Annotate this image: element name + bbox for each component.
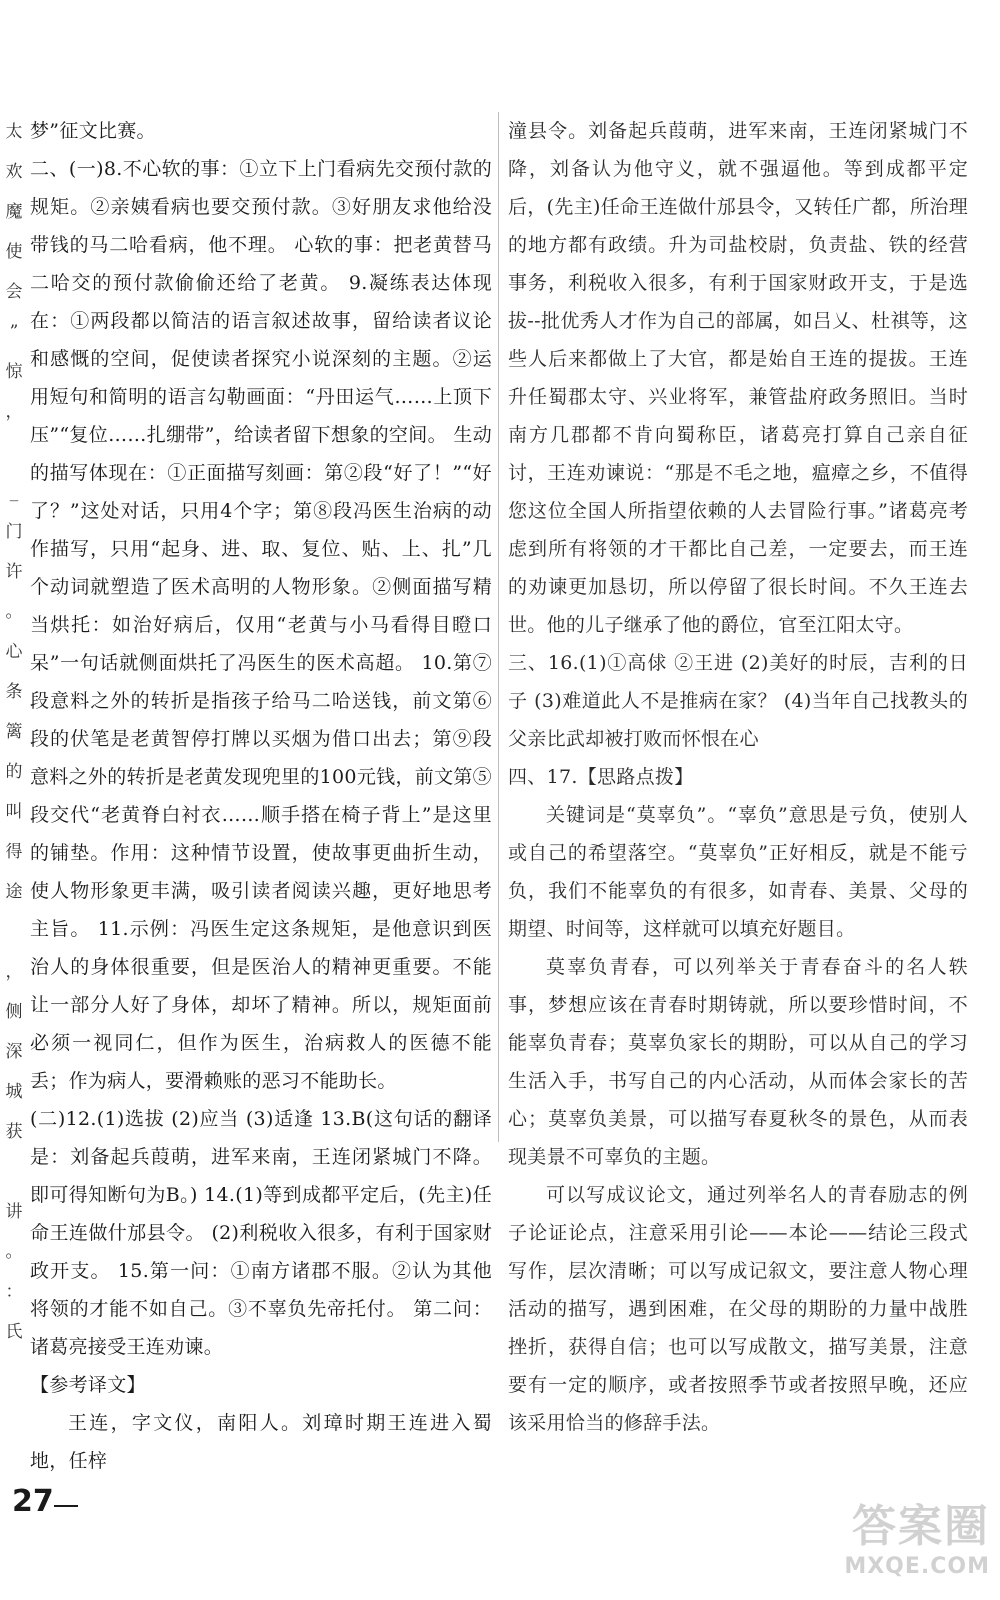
edge-fragment: 深 xyxy=(5,1042,23,1062)
edge-fragment xyxy=(4,432,24,472)
edge-fragment: ， xyxy=(5,962,23,982)
edge-fragment: 获 xyxy=(5,1122,23,1142)
right-para-5: 莫辜负青春，可以列举关于青春奋斗的名人轶事，梦想应该在青春时期铸就，所以要珍惜时间，不能辜负青春；莫辜负家长的期盼，可以从自己的学习生活入手，书写自己的内心活动，从而体会家长的苦心；莫辜负美景，可以描写春夏秋冬的景色，从而表现美景不可辜负的主题。 xyxy=(508,956,968,1168)
edge-fragment: 使 xyxy=(5,242,23,262)
edge-fragment: 的 xyxy=(5,762,23,782)
edge-fragment: 门 xyxy=(5,522,23,542)
column-divider xyxy=(498,112,499,1142)
edge-fragment: 侧 xyxy=(5,1002,23,1022)
edge-fragment: ” xyxy=(9,322,19,342)
site-watermark-logo xyxy=(812,1490,990,1582)
left-para-3: (二)12.(1)选拔 (2)应当 (3)适逢 13.B(这句话的翻译是：刘备起兵葭萌，进军来南，王连闭紧城门不降。即可得知断句为B。) 14.(1)等到成都平定后，(先主)任命王连做什邡县令。 (2)利税收入很多，有利于国家财政开支。 15.第一问：①南方诸郡不服。②认为其他将领的才能不如自己。③不辜负先帝托付。 第二问：诸葛亮接受王连劝谏。 xyxy=(30,1108,492,1358)
edge-fragment: 途 xyxy=(5,882,23,902)
edge-fragment: 篱 xyxy=(5,722,23,742)
edge-fragment: 欢 xyxy=(5,162,23,182)
right-para-2: 三、16.(1)①高俅 ②王进 (2)美好的时辰，吉利的日子 (3)难道此人不是推病在家？ (4)当年自己找教头的父亲比武却被打败而怀恨在心 xyxy=(508,652,968,750)
edge-fragment: 心 xyxy=(5,642,23,662)
watermark-url: MXQE.COM xyxy=(844,1554,990,1579)
edge-fragment: ： xyxy=(5,1282,23,1302)
right-column xyxy=(508,112,968,1442)
edge-fragment: 太 xyxy=(5,122,23,142)
edge-fragment: _ xyxy=(9,482,19,502)
edge-fragment: 得 xyxy=(5,842,23,862)
edge-fragment: 会 xyxy=(5,282,23,302)
edge-fragment: 讲 xyxy=(5,1202,23,1222)
left-para-1: 梦”征文比赛。 xyxy=(30,120,156,142)
page-number: 27 xyxy=(12,1484,54,1519)
edge-fragment: 城 xyxy=(5,1082,23,1102)
watermark-title: 答案圈 xyxy=(852,1501,990,1552)
left-para-5: 王连，字文仪，南阳人。刘璋时期王连进入蜀地，任梓 xyxy=(30,1412,492,1472)
edge-fragment: 魔 xyxy=(5,202,23,222)
edge-fragment xyxy=(4,912,24,952)
left-para-2: 二、(一)8.不心软的事：①立下上门看病先交预付款的规矩。②亲姨看病也要交预付款。③好朋友求他给没带钱的马二哈看病，他不理。 心软的事：把老黄替马二哈交的预付款偷偷还给了老黄。 9.凝练表达体现在：①两段都以简洁的语言叙述故事，留给读者议论和感慨的空间，促使读者探究小说深刻的主题。②运用短句和简明的语言勾勒画面：“丹田运气……上顶下压”“复位……扎绷带”，给读者留下想象的空间。 生动的描写体现在：①正面描写刻画：第②段“好了！”“好了？”这处对话，只用4个字；第⑧段冯医生治病的动作描写，只用“起身、进、取、复位、贴、上、扎”几个动词就塑造了医术高明的人物形象。②侧面描写精当烘托：如治好病后，仅用“老黄与小马看得目瞪口呆”一句话就侧面烘托了冯医生的医术高超。 10.第⑦段意料之外的转折是指孩子给马二哈送钱，前文第⑥段的伏笔是老黄智停打牌以买烟为借口出去；第⑨段意料之外的转折是老黄发现兜里的100元钱，前文第⑤段交代“老黄脊白衬衣……顺手搭在椅子背上”是这里的铺垫。作用：这种情节设置，使故事更曲折生动，使人物形象更丰满，吸引读者阅读兴趣，更好地思考主旨。 11.示例：冯医生定这条规矩，是他意识到医治人的身体很重要，但是医治人的精神更重要。不能让一部分人好了身体，却坏了精神。所以，规矩面前必须一视同仁，但作为医生，治病救人的医德不能丢；作为病人，要滑赖账的恶习不能助长。 xyxy=(30,158,492,1092)
edge-fragment: ， xyxy=(5,402,23,422)
edge-fragment: 。 xyxy=(5,1242,23,1262)
left-para-4: 【参考译文】 xyxy=(30,1374,146,1396)
previous-page-edge-fragments xyxy=(4,112,24,1342)
edge-fragment: 条 xyxy=(5,682,23,702)
edge-fragment: 叫 xyxy=(5,802,23,822)
edge-fragment: 氏 xyxy=(5,1322,23,1342)
edge-fragment: 许 xyxy=(5,562,23,582)
left-column xyxy=(30,112,492,1480)
page-number-dash xyxy=(54,1505,78,1507)
right-para-3: 四、17.【思路点拨】 xyxy=(508,766,694,788)
edge-fragment: 。 xyxy=(5,602,23,622)
right-para-6: 可以写成议论文，通过列举名人的青春励志的例子论证论点，注意采用引论——本论——结论三段式写作，层次清晰；可以写成记叙文，要注意人物心理活动的描写，遇到困难，在父母的期盼的力量中战胜挫折，获得自信；也可以写成散文，描写美景，注意要有一定的顺序，或者按照季节或者按照早晚，还应该采用恰当的修辞手法。 xyxy=(508,1184,968,1434)
right-para-1: 潼县令。刘备起兵葭萌，进军来南，王连闭紧城门不降，刘备认为他守义，就不强逼他。等到成都平定后，(先主)任命王连做什邡县令，又转任广都，所治理的地方都有政绩。升为司盐校尉，负责盐、铁的经营事务，利税收入很多，有利于国家财政开支，于是选拔--批优秀人才作为自己的部属，如吕乂、杜祺等，这些人后来都做上了大官，都是始自王连的提拔。王连升任蜀郡太守、兴业将军，兼管盐府政务照旧。当时南方几郡都不肯向蜀称臣，诸葛亮打算自己亲自征讨，王连劝谏说：“那是不毛之地，瘟瘴之乡，不值得您这位全国人所指望依赖的人去冒险行事。”诸葛亮考虑到所有将领的才干都比自己差，一定要去，而王连的劝谏更加恳切，所以停留了很长时间。不久王连去世。他的儿子继承了他的爵位，官至江阳太守。 xyxy=(508,120,968,636)
edge-fragment: 惊 xyxy=(5,362,23,382)
edge-fragment xyxy=(4,1152,24,1192)
right-para-4: 关键词是“莫辜负”。“辜负”意思是亏负，使别人或自己的希望落空。“莫辜负”正好相反，就是不能亏负，我们不能辜负的有很多，如青春、美景、父母的期望、时间等，这样就可以填充好题目。 xyxy=(508,804,968,940)
